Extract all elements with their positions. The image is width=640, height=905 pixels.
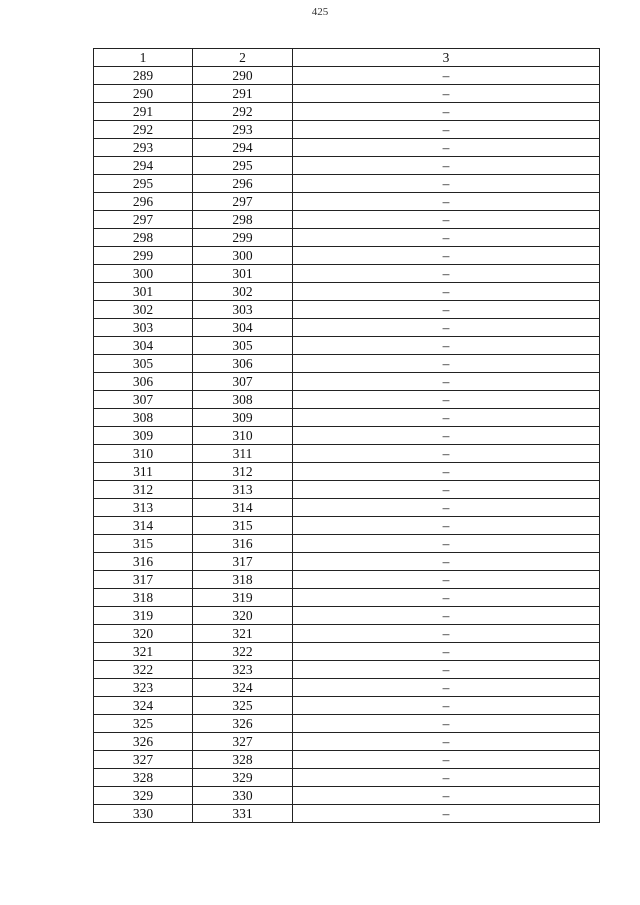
table-cell-col-2: 321: [193, 625, 293, 643]
table-cell-col-1: 323: [94, 679, 193, 697]
table-row: [94, 139, 600, 157]
table-cell-col-1: 326: [94, 733, 193, 751]
table-cell-col-3: –: [293, 733, 600, 751]
table-row: [94, 481, 600, 499]
table-cell-col-2: 316: [193, 535, 293, 553]
table-cell-col-2: 314: [193, 499, 293, 517]
table-cell-col-2: 295: [193, 157, 293, 175]
table-cell-col-3: –: [293, 67, 600, 85]
table-cell-col-1: 301: [94, 283, 193, 301]
table-row: [94, 625, 600, 643]
table-cell-col-3: –: [293, 391, 600, 409]
table-cell-col-2: 306: [193, 355, 293, 373]
table-row: [94, 715, 600, 733]
table-cell-col-1: 305: [94, 355, 193, 373]
table-row: [94, 679, 600, 697]
table-cell-col-1: 290: [94, 85, 193, 103]
table-cell-col-3: –: [293, 715, 600, 733]
table-cell-col-3: –: [293, 247, 600, 265]
table-row: [94, 103, 600, 121]
table-cell-col-2: 329: [193, 769, 293, 787]
table-cell-col-1: 317: [94, 571, 193, 589]
table-cell-col-1: 292: [94, 121, 193, 139]
table-cell-col-1: 311: [94, 463, 193, 481]
table-cell-col-1: 312: [94, 481, 193, 499]
table-cell-col-2: 328: [193, 751, 293, 769]
column-header-2: 2: [193, 49, 293, 67]
table-cell-col-2: 302: [193, 283, 293, 301]
table-cell-col-1: 294: [94, 157, 193, 175]
table-cell-col-2: 324: [193, 679, 293, 697]
table-cell-col-2: 322: [193, 643, 293, 661]
table-cell-col-2: 320: [193, 607, 293, 625]
table-cell-col-3: –: [293, 679, 600, 697]
table-cell-col-2: 313: [193, 481, 293, 499]
table-cell-col-3: –: [293, 625, 600, 643]
table-row: [94, 697, 600, 715]
table-row: [94, 733, 600, 751]
table-row: [94, 355, 600, 373]
table-cell-col-3: –: [293, 229, 600, 247]
table-row: [94, 499, 600, 517]
table-row: [94, 805, 600, 823]
table-row: [94, 121, 600, 139]
table-cell-col-3: –: [293, 589, 600, 607]
table-row: [94, 445, 600, 463]
table-cell-col-2: 312: [193, 463, 293, 481]
table-cell-col-1: 309: [94, 427, 193, 445]
table-row: [94, 427, 600, 445]
table-cell-col-2: 294: [193, 139, 293, 157]
table-cell-col-1: 329: [94, 787, 193, 805]
table-row: [94, 643, 600, 661]
table-cell-col-3: –: [293, 175, 600, 193]
table-cell-col-2: 290: [193, 67, 293, 85]
table-cell-col-2: 307: [193, 373, 293, 391]
table-cell-col-3: –: [293, 697, 600, 715]
table-cell-col-1: 313: [94, 499, 193, 517]
table-cell-col-3: –: [293, 85, 600, 103]
table-cell-col-2: 309: [193, 409, 293, 427]
table-cell-col-1: 330: [94, 805, 193, 823]
table-cell-col-3: –: [293, 211, 600, 229]
table-cell-col-1: 320: [94, 625, 193, 643]
table-cell-col-2: 297: [193, 193, 293, 211]
table-header: [94, 49, 600, 67]
table-cell-col-2: 331: [193, 805, 293, 823]
table-cell-col-3: –: [293, 409, 600, 427]
table-row: [94, 283, 600, 301]
table-cell-col-1: 319: [94, 607, 193, 625]
table-cell-col-1: 303: [94, 319, 193, 337]
table-cell-col-1: 318: [94, 589, 193, 607]
table-cell-col-3: –: [293, 121, 600, 139]
table-cell-col-1: 291: [94, 103, 193, 121]
table-row: [94, 607, 600, 625]
table-cell-col-2: 292: [193, 103, 293, 121]
table-row: [94, 373, 600, 391]
table-cell-col-2: 304: [193, 319, 293, 337]
table-row: [94, 463, 600, 481]
table-row: [94, 319, 600, 337]
table-cell-col-3: –: [293, 535, 600, 553]
table-row: [94, 67, 600, 85]
page-number: 425: [311, 6, 329, 18]
table-cell-col-3: –: [293, 787, 600, 805]
table-cell-col-3: –: [293, 103, 600, 121]
table-row: [94, 769, 600, 787]
table-cell-col-2: 315: [193, 517, 293, 535]
table-row: [94, 535, 600, 553]
table-cell-col-1: 295: [94, 175, 193, 193]
table-cell-col-2: 311: [193, 445, 293, 463]
table-cell-col-2: 319: [193, 589, 293, 607]
table-row: [94, 589, 600, 607]
table-row: [94, 301, 600, 319]
table-cell-col-2: 293: [193, 121, 293, 139]
table-cell-col-3: –: [293, 265, 600, 283]
table-cell-col-3: –: [293, 283, 600, 301]
data-table: [93, 48, 600, 823]
table-row: [94, 571, 600, 589]
column-header-1: 1: [94, 49, 193, 67]
table-row: [94, 787, 600, 805]
table-cell-col-1: 307: [94, 391, 193, 409]
table-row: [94, 751, 600, 769]
table-row: [94, 229, 600, 247]
table-cell-col-1: 296: [94, 193, 193, 211]
table-cell-col-1: 310: [94, 445, 193, 463]
table-cell-col-3: –: [293, 373, 600, 391]
table-cell-col-3: –: [293, 517, 600, 535]
table-row: [94, 661, 600, 679]
table-cell-col-1: 299: [94, 247, 193, 265]
table-cell-col-1: 293: [94, 139, 193, 157]
table-cell-col-2: 305: [193, 337, 293, 355]
table-row: [94, 265, 600, 283]
table-cell-col-1: 315: [94, 535, 193, 553]
column-header-3: 3: [293, 49, 600, 67]
header-row: [94, 49, 600, 67]
table-cell-col-3: –: [293, 463, 600, 481]
table-row: [94, 517, 600, 535]
table-cell-col-1: 298: [94, 229, 193, 247]
table-body: [94, 67, 600, 823]
table-row: [94, 85, 600, 103]
table-cell-col-1: 302: [94, 301, 193, 319]
table-cell-col-3: –: [293, 319, 600, 337]
table-cell-col-1: 304: [94, 337, 193, 355]
table-cell-col-1: 297: [94, 211, 193, 229]
table-cell-col-1: 324: [94, 697, 193, 715]
table-row: [94, 553, 600, 571]
table-cell-col-2: 326: [193, 715, 293, 733]
table-cell-col-2: 317: [193, 553, 293, 571]
table-cell-col-2: 323: [193, 661, 293, 679]
table-cell-col-2: 310: [193, 427, 293, 445]
table-row: [94, 175, 600, 193]
table-cell-col-3: –: [293, 553, 600, 571]
table-cell-col-1: 306: [94, 373, 193, 391]
table-cell-col-1: 327: [94, 751, 193, 769]
table-cell-col-3: –: [293, 769, 600, 787]
table-cell-col-3: –: [293, 751, 600, 769]
table-cell-col-2: 325: [193, 697, 293, 715]
table-cell-col-3: –: [293, 607, 600, 625]
table-cell-col-2: 330: [193, 787, 293, 805]
table-cell-col-3: –: [293, 643, 600, 661]
table-cell-col-1: 325: [94, 715, 193, 733]
table-cell-col-3: –: [293, 571, 600, 589]
table-cell-col-3: –: [293, 805, 600, 823]
table-cell-col-3: –: [293, 301, 600, 319]
table-cell-col-2: 298: [193, 211, 293, 229]
table-cell-col-3: –: [293, 661, 600, 679]
table-cell-col-2: 303: [193, 301, 293, 319]
table-cell-col-3: –: [293, 157, 600, 175]
table-cell-col-2: 318: [193, 571, 293, 589]
table-row: [94, 337, 600, 355]
table-cell-col-1: 322: [94, 661, 193, 679]
table-cell-col-1: 300: [94, 265, 193, 283]
table-row: [94, 157, 600, 175]
table-cell-col-2: 327: [193, 733, 293, 751]
table-cell-col-1: 308: [94, 409, 193, 427]
table-cell-col-2: 296: [193, 175, 293, 193]
table-row: [94, 391, 600, 409]
table-cell-col-1: 316: [94, 553, 193, 571]
table-cell-col-3: –: [293, 499, 600, 517]
table-cell-col-2: 300: [193, 247, 293, 265]
table-cell-col-3: –: [293, 427, 600, 445]
table-cell-col-3: –: [293, 139, 600, 157]
table-cell-col-3: –: [293, 445, 600, 463]
table-cell-col-1: 314: [94, 517, 193, 535]
table-row: [94, 247, 600, 265]
table-cell-col-3: –: [293, 193, 600, 211]
table-cell-col-1: 321: [94, 643, 193, 661]
table-cell-col-1: 328: [94, 769, 193, 787]
table-cell-col-3: –: [293, 481, 600, 499]
table-row: [94, 211, 600, 229]
table-cell-col-3: –: [293, 355, 600, 373]
table-cell-col-1: 289: [94, 67, 193, 85]
table-row: [94, 409, 600, 427]
table-cell-col-2: 299: [193, 229, 293, 247]
table-row: [94, 193, 600, 211]
table-cell-col-3: –: [293, 337, 600, 355]
table-cell-col-2: 291: [193, 85, 293, 103]
table-cell-col-2: 301: [193, 265, 293, 283]
table-cell-col-2: 308: [193, 391, 293, 409]
